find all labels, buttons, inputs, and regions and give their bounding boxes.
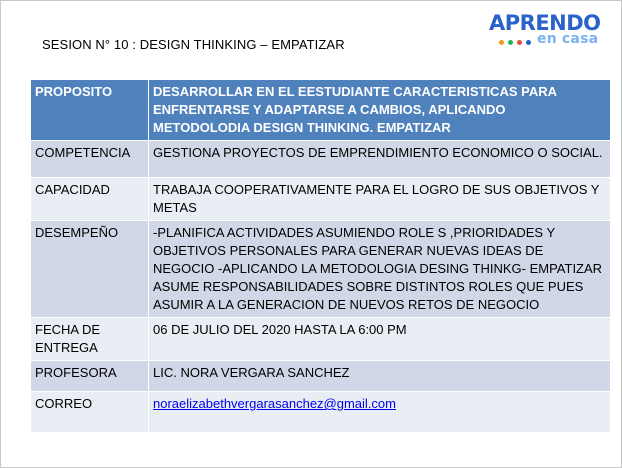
row-value: TRABAJA COOPERATIVAMENTE PARA EL LOGRO DE SUS OBJETIVOS Y METAS [149,178,611,221]
row-label: PROFESORA [31,361,149,392]
email-link[interactable]: noraelizabethvergarasanchez@gmail.com [153,396,396,411]
table-row-proposito [31,80,611,141]
row-value: LIC. NORA VERGARA SANCHEZ [149,361,611,392]
table-row-profesora [31,361,611,392]
session-info-table [30,79,611,433]
table-row-competencia [31,141,611,178]
table-row-capacidad [31,178,611,221]
row-label: PROPOSITO [31,80,149,141]
row-value-cell [149,392,611,433]
row-value: -PLANIFICA ACTIVIDADES ASUMIENDO ROLE S ,PRIORIDADES Y OBJETIVOS PERSONALES PARA GENERAR NUEVAS IDEAS DE NEGOCIO -APLICANDO LA METODOLOGIA DESING THINKG- EMPATIZAR ASUME RESPONSABILIDADES SOBRE DISTINTOS ROLES QUE PUES ASUMIR A LA GENERACION DE NUEVOS RETOS DE NEGOCIO [149,221,611,318]
row-label: DESEMPEÑO [31,221,149,318]
row-value: DESARROLLAR EN EL EESTUDIANTE CARACTERISTICAS PARA ENFRENTARSE Y ADAPTARSE A CAMBIOS, APLICANDO METODOLODIA DESIGN THINKING. EMPATIZAR [149,80,611,141]
aprendo-en-casa-logo [489,11,607,55]
logo-dot-icon [499,40,504,45]
logo-sub-text: en casa [537,31,599,47]
logo-dot-icon [517,40,522,45]
row-value: 06 DE JULIO DEL 2020 HASTA LA 6:00 PM [149,318,611,361]
logo-dots [499,40,531,45]
row-label: CORREO [31,392,149,433]
table-row-desempeno [31,221,611,318]
row-label: FECHA DE ENTREGA [31,318,149,361]
row-value: GESTIONA PROYECTOS DE EMPRENDIMIENTO ECONOMICO O SOCIAL. [149,141,611,178]
session-title: SESION N° 10 : DESIGN THINKING – EMPATIZAR [42,37,345,52]
row-label: COMPETENCIA [31,141,149,178]
table-row-fecha-entrega [31,318,611,361]
row-label: CAPACIDAD [31,178,149,221]
table-row-correo [31,392,611,433]
logo-text: APRENDO [489,11,601,35]
logo-dot-icon [508,40,513,45]
logo-dot-icon [526,40,531,45]
